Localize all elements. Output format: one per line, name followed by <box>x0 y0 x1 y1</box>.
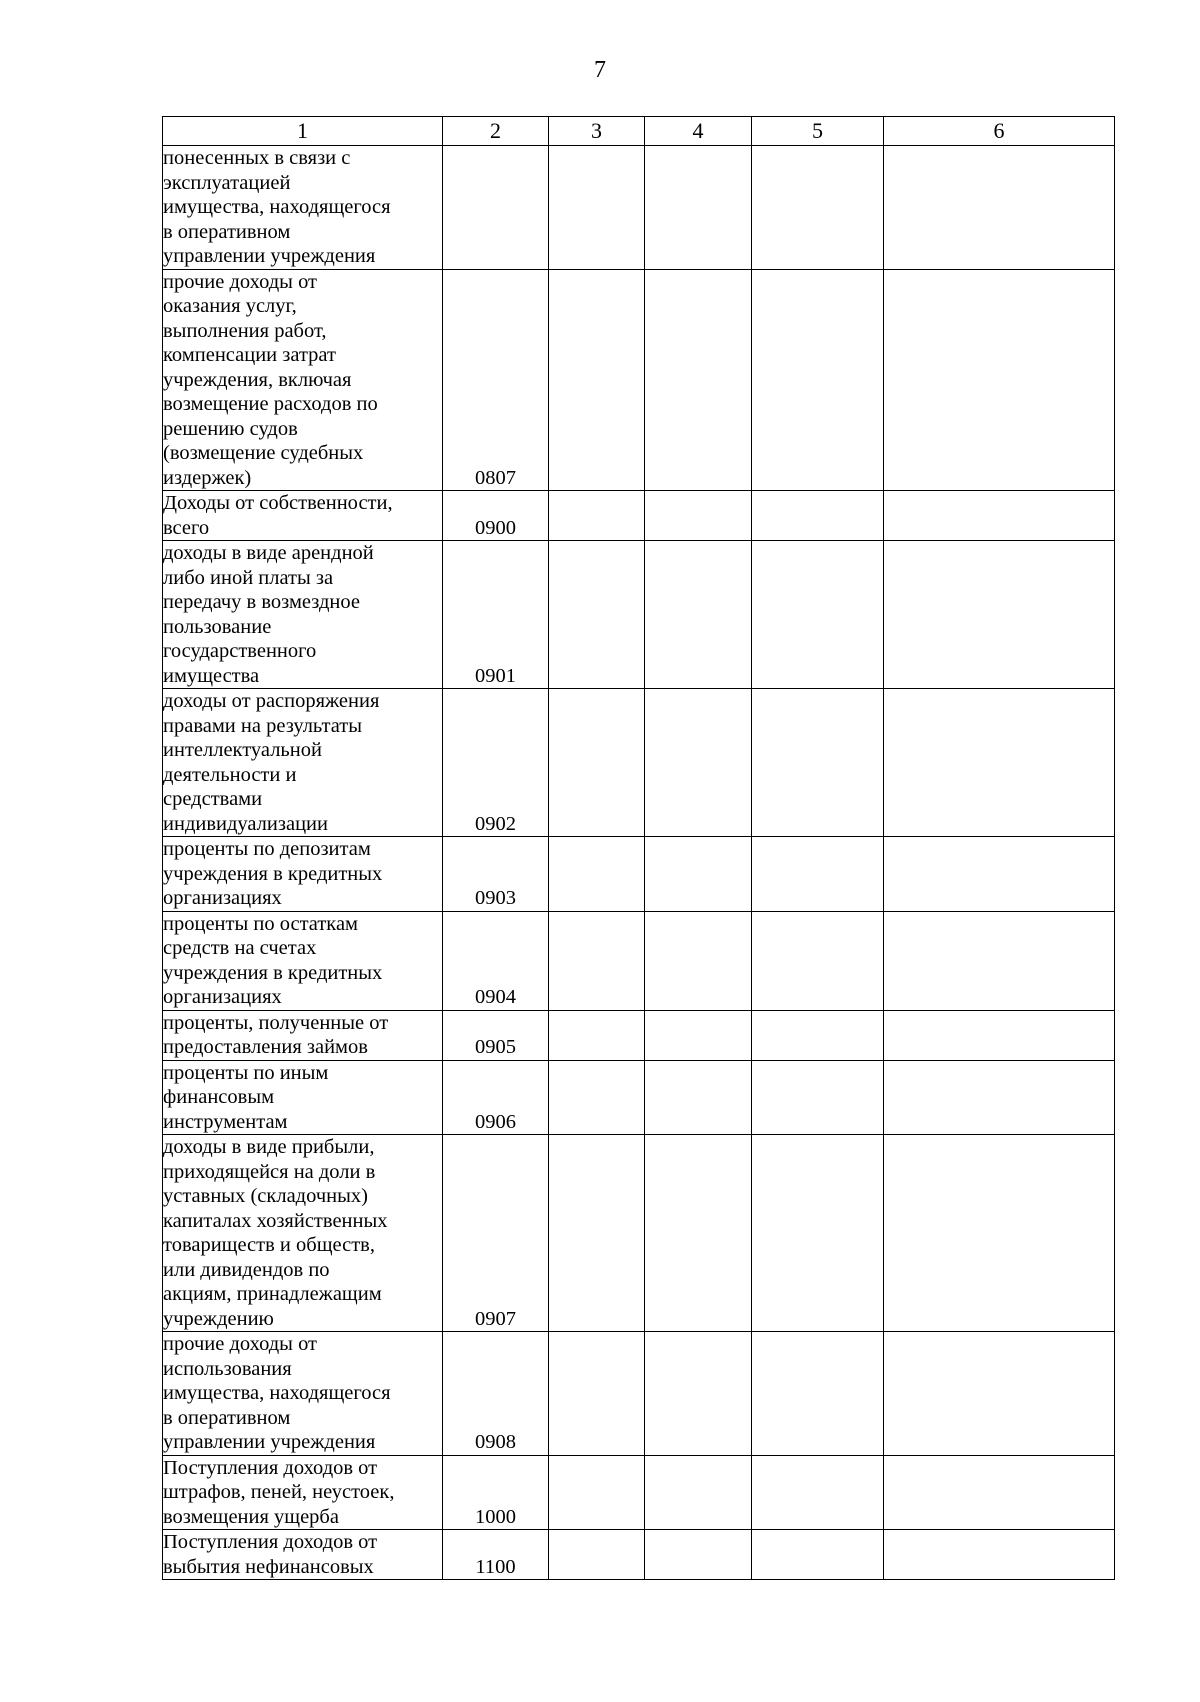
row-value-cell-col3 <box>549 911 645 1010</box>
row-value-cell-col3 <box>549 541 645 689</box>
row-value-cell-col6 <box>884 1455 1115 1530</box>
row-code-cell: 0906 <box>443 1060 549 1135</box>
row-value-cell-col6 <box>884 491 1115 541</box>
table-row <box>163 1332 1115 1456</box>
row-value-cell-col3 <box>549 1135 645 1332</box>
table-row <box>163 837 1115 912</box>
row-name-cell: доходы от распоряжения правами на результаты интеллектуальной деятельности и средствами индивидуализации <box>163 689 443 837</box>
row-value-cell-col4 <box>645 837 752 912</box>
row-value-cell-col3 <box>549 689 645 837</box>
row-value-cell-col4 <box>645 1135 752 1332</box>
row-value-cell-col5 <box>752 1332 884 1456</box>
row-value-cell-col4 <box>645 911 752 1010</box>
row-value-cell-col6 <box>884 269 1115 491</box>
row-value-cell-col4 <box>645 1530 752 1580</box>
row-code-cell: 1100 <box>443 1530 549 1580</box>
row-value-cell-col3 <box>549 146 645 270</box>
column-header-3: 3 <box>549 117 645 146</box>
table-row <box>163 689 1115 837</box>
row-value-cell-col5 <box>752 1530 884 1580</box>
column-header-6: 6 <box>884 117 1115 146</box>
row-code-cell: 0903 <box>443 837 549 912</box>
row-value-cell-col5 <box>752 491 884 541</box>
row-name-cell: Поступления доходов от выбытия нефинансовых <box>163 1530 443 1580</box>
row-value-cell-col3 <box>549 1332 645 1456</box>
row-code-cell: 0902 <box>443 689 549 837</box>
row-value-cell-col5 <box>752 269 884 491</box>
table-body <box>163 146 1115 1580</box>
row-value-cell-col5 <box>752 146 884 270</box>
row-value-cell-col4 <box>645 689 752 837</box>
row-value-cell-col4 <box>645 541 752 689</box>
table-row <box>163 1455 1115 1530</box>
row-value-cell-col3 <box>549 1010 645 1060</box>
column-header-1: 1 <box>163 117 443 146</box>
table-row <box>163 1010 1115 1060</box>
row-name-cell: проценты по иным финансовым инструментам <box>163 1060 443 1135</box>
row-value-cell-col3 <box>549 837 645 912</box>
row-value-cell-col5 <box>752 1135 884 1332</box>
row-value-cell-col6 <box>884 541 1115 689</box>
table-row <box>163 491 1115 541</box>
row-value-cell-col5 <box>752 911 884 1010</box>
row-value-cell-col4 <box>645 1010 752 1060</box>
row-value-cell-col6 <box>884 1060 1115 1135</box>
row-value-cell-col6 <box>884 837 1115 912</box>
row-value-cell-col4 <box>645 1332 752 1456</box>
row-name-cell: понесенных в связи с эксплуатацией имущества, находящегося в оперативном управлении учреждения <box>163 146 443 270</box>
row-code-cell: 0908 <box>443 1332 549 1456</box>
row-name-cell: прочие доходы от использования имущества, находящегося в оперативном управлении учреждения <box>163 1332 443 1456</box>
row-value-cell-col3 <box>549 269 645 491</box>
column-header-4: 4 <box>645 117 752 146</box>
row-value-cell-col6 <box>884 1332 1115 1456</box>
row-name-cell: проценты по депозитам учреждения в кредитных организациях <box>163 837 443 912</box>
row-code-cell: 0901 <box>443 541 549 689</box>
row-name-cell: доходы в виде арендной либо иной платы за передачу в возмездное пользование государственного имущества <box>163 541 443 689</box>
row-code-cell <box>443 146 549 270</box>
row-value-cell-col5 <box>752 1010 884 1060</box>
row-value-cell-col3 <box>549 491 645 541</box>
table-row <box>163 1530 1115 1580</box>
row-code-cell: 0900 <box>443 491 549 541</box>
form-table <box>162 116 1115 1580</box>
row-name-cell: проценты по остаткам средств на счетах учреждения в кредитных организациях <box>163 911 443 1010</box>
row-code-cell: 0807 <box>443 269 549 491</box>
row-code-cell: 0907 <box>443 1135 549 1332</box>
page-number: 7 <box>594 57 606 83</box>
table-row <box>163 146 1115 270</box>
row-value-cell-col4 <box>645 269 752 491</box>
table-row <box>163 1060 1115 1135</box>
row-value-cell-col4 <box>645 1455 752 1530</box>
row-name-cell: доходы в виде прибыли, приходящейся на доли в уставных (складочных) капиталах хозяйственных товариществ и обществ, или дивидендов по акциям, принадлежащим учреждению <box>163 1135 443 1332</box>
row-value-cell-col5 <box>752 1455 884 1530</box>
row-value-cell-col4 <box>645 491 752 541</box>
row-name-cell: Доходы от собственности, всего <box>163 491 443 541</box>
row-value-cell-col4 <box>645 146 752 270</box>
row-value-cell-col6 <box>884 689 1115 837</box>
row-code-cell: 1000 <box>443 1455 549 1530</box>
table-row <box>163 269 1115 491</box>
row-name-cell: проценты, полученные от предоставления займов <box>163 1010 443 1060</box>
column-header-5: 5 <box>752 117 884 146</box>
row-value-cell-col6 <box>884 1135 1115 1332</box>
row-value-cell-col5 <box>752 689 884 837</box>
row-value-cell-col6 <box>884 911 1115 1010</box>
row-value-cell-col5 <box>752 1060 884 1135</box>
row-value-cell-col3 <box>549 1060 645 1135</box>
row-value-cell-col6 <box>884 146 1115 270</box>
header-row <box>163 117 1115 146</box>
row-value-cell-col3 <box>549 1455 645 1530</box>
table-row <box>163 911 1115 1010</box>
row-value-cell-col4 <box>645 1060 752 1135</box>
table-row <box>163 1135 1115 1332</box>
row-value-cell-col6 <box>884 1530 1115 1580</box>
table-row <box>163 541 1115 689</box>
row-value-cell-col5 <box>752 541 884 689</box>
row-value-cell-col3 <box>549 1530 645 1580</box>
row-code-cell: 0905 <box>443 1010 549 1060</box>
row-value-cell-col5 <box>752 837 884 912</box>
row-name-cell: прочие доходы от оказания услуг, выполнения работ, компенсации затрат учреждения, включая возмещение расходов по решению судов (возмещение судебных издержек) <box>163 269 443 491</box>
row-code-cell: 0904 <box>443 911 549 1010</box>
column-header-2: 2 <box>443 117 549 146</box>
row-name-cell: Поступления доходов от штрафов, пеней, неустоек, возмещения ущерба <box>163 1455 443 1530</box>
row-value-cell-col6 <box>884 1010 1115 1060</box>
